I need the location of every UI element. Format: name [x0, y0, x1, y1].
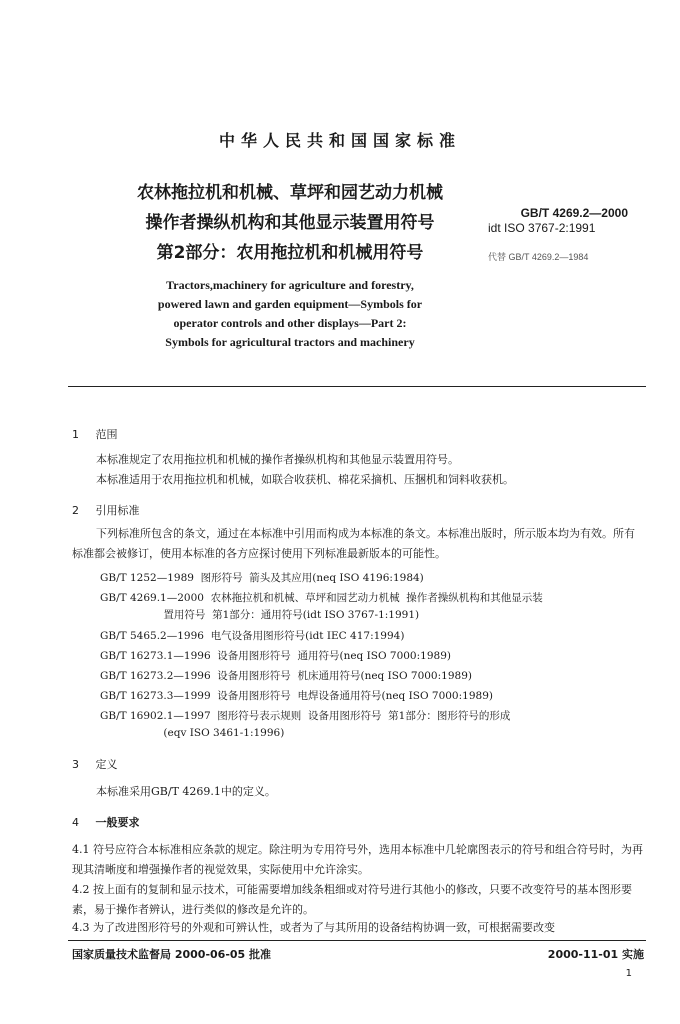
standard-number-block	[488, 206, 658, 265]
chinese-title-line-3: 第2部分：农用拖拉机和机械用符号	[156, 243, 424, 263]
reference-item: GB/T 16273.2—1996 设备用图形符号 机床通用符号(neq ISO 7000:1989)	[100, 670, 472, 682]
iso-equivalence: idt ISO 3767-2:1991	[488, 221, 596, 235]
effective-date: 2000-11-01 实施	[547, 948, 644, 961]
section-2-paragraph-1: 下列标准所包含的条文，通过在本标准中引用而构成为本标准的条文。本标准出版时，所示版本均为有效。所有标准都会被修订，使用本标准的各方应探讨使用下列标准最新版本的可能性。	[72, 527, 635, 560]
english-title-line-1: Tractors,machinery for agriculture and forestry,	[166, 278, 414, 292]
top-divider	[68, 386, 646, 387]
section-number: 4	[72, 816, 79, 829]
english-title-line-2: powered lawn and garden equipment—Symbols for	[157, 297, 423, 311]
page-number: 1	[625, 968, 632, 979]
section-title: 定义	[95, 758, 118, 771]
section-3-heading	[72, 756, 118, 772]
clause-4-1: 4.1 符号应符合本标准相应条款的规定。除注明为专用符号外，选用本标准中几轮廓图表示的符号和组合符号时，为再现其清晰度和增强操作者的视觉效果，实际使用中允许涂实。	[72, 843, 643, 876]
reference-item: GB/T 16273.3—1999 设备用图形符号 电焊设备通用符号(neq ISO 7000:1989)	[100, 690, 493, 702]
standard-number: GB/T 4269.2—2000	[520, 206, 628, 220]
clause-4-3: 4.3 为了改进图形符号的外观和可辨认性，或者为了与其所用的设备结构协调一致，可根据需要改变	[72, 921, 555, 934]
chinese-title-block	[110, 178, 470, 268]
section-title: 引用标准	[95, 504, 140, 517]
reference-item: GB/T 5465.2—1996 电气设备用图形符号(idt IEC 417:1994)	[100, 630, 405, 642]
bottom-divider	[68, 940, 646, 941]
reference-item: GB/T 16273.1—1996 设备用图形符号 通用符号(neq ISO 7000:1989)	[100, 650, 451, 662]
section-title: 范围	[95, 428, 118, 441]
section-1-paragraph-1: 本标准规定了农用拖拉机和机械的操作者操纵机构和其他显示装置用符号。	[96, 453, 459, 466]
section-1-heading	[72, 426, 118, 442]
section-title: 一般要求	[95, 816, 140, 829]
reference-item: GB/T 4269.1—2000 农林拖拉机和机械、草坪和园艺动力机械 操作者操纵机构和其他显示装 置用符号 第1部分：通用符号(idt ISO 3767-1:1991)	[100, 592, 543, 621]
replaces-note: 代替 GB/T 4269.2—1984	[488, 252, 589, 262]
section-number: 2	[72, 504, 79, 517]
chinese-title-line-2: 操作者操纵机构和其他显示装置用符号	[145, 213, 435, 233]
english-title-line-3: operator controls and other displays—Part 2:	[173, 316, 407, 330]
english-title-block	[100, 276, 480, 352]
section-3-paragraph-1: 本标准采用GB/T 4269.1中的定义。	[96, 785, 276, 798]
section-4-heading	[72, 814, 140, 830]
english-title-line-4: Symbols for agricultural tractors and machinery	[165, 335, 415, 349]
national-standard-heading: 中华人民共和国国家标准	[218, 131, 461, 150]
reference-item: GB/T 1252—1989 图形符号 箭头及其应用(neq ISO 4196:1984)	[100, 572, 424, 584]
clause-4-2: 4.2 按上面有的复制和显示技术，可能需要增加线条粗细或对符号进行其他小的修改，只要不改变符号的基本图形要素，易于操作者辨认，进行类似的修改是允许的。	[72, 883, 632, 916]
chinese-title-line-1: 农林拖拉机和机械、草坪和园艺动力机械	[137, 183, 443, 203]
issuer-approval: 国家质量技术监督局 2000-06-05 批准	[72, 948, 272, 961]
section-number: 1	[72, 428, 79, 441]
section-2-heading	[72, 502, 140, 518]
reference-item: GB/T 16902.1—1997 图形符号表示规则 设备用图形符号 第1部分：图形符号的形成 (eqv ISO 3461-1:1996)	[100, 710, 511, 739]
section-number: 3	[72, 758, 79, 771]
section-1-paragraph-2: 本标准适用于农用拖拉机和机械，如联合收获机、棉花采摘机、压捆机和饲料收获机。	[96, 473, 514, 486]
